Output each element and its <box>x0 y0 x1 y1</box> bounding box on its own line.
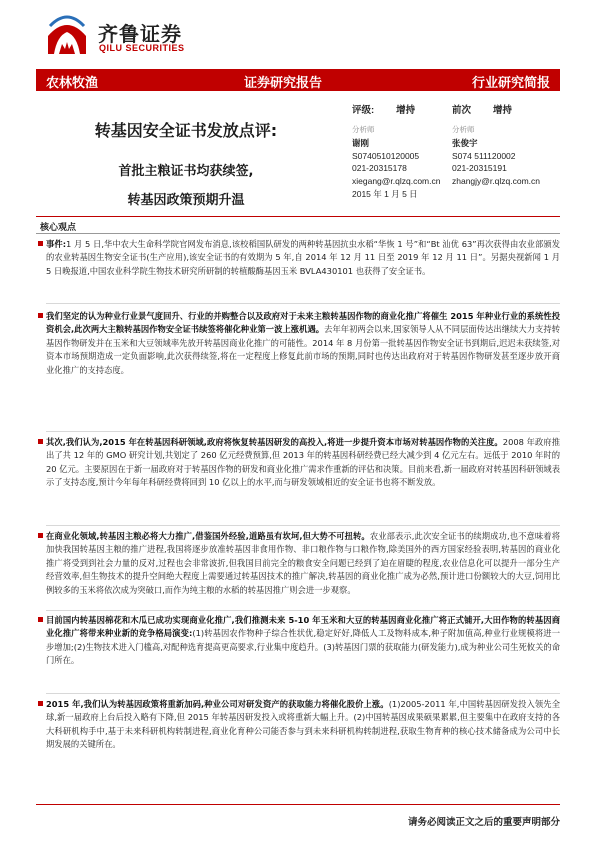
analyst-block-1 <box>352 104 467 201</box>
paragraph-view-3 <box>46 530 560 597</box>
company-logo <box>44 14 244 62</box>
section-divider <box>36 233 560 234</box>
report-date: 2015 年 1 月 5 日 <box>352 188 418 199</box>
footer-divider <box>36 804 560 805</box>
analyst-email[interactable]: zhangjy@r.qlzq.com.cn <box>452 176 541 187</box>
report-title: 转基因安全证书发放点评: <box>94 121 278 140</box>
report-category-label: 行业研究简报 <box>471 76 550 91</box>
paragraph-lead: 目前国内转基因棉花和木瓜已成功实现商业化推广,我们推测未来 5-10 年玉米和大豆的转基因商业化推广将正式铺开,大田作物的转基因商业化推广将带来种业新的竞争格局演变: <box>46 615 560 639</box>
analyst-name: 张俊宇 <box>452 137 478 148</box>
bullet-icon <box>38 439 43 444</box>
paragraph-text: 去年年初两会以来,国家领导人从不同层面传达出继续大力支持转基因作物研发并在玉米和大豆领域率先放开转基因商业化推广的可能性。2014 年 8 月份第一批转基因作物安全证书到期后,迟迟未获续签,对资本市场预期造成一定负面影响,此次获得续签,将在一定程度上修复此前市场的预期,同时也传达出政府对于转基因作物研发甚至逐步放开商业化推广的支持态度。 <box>46 324 561 375</box>
analyst-cert: S074 511120002 <box>452 150 516 161</box>
bullet-icon <box>38 617 43 622</box>
paragraph-lead: 2015 年,我们认为转基因政策将重新加码,种业公司对研发资产的获取能力将催化股价上涨。 <box>46 699 389 709</box>
paragraph-text: (1)转基因农作物种子综合性状优,稳定好好,降低人工及物料成本,种子附加值高,种业行业规模将进一步增加;(2)生物技术进入门槛高,对配种选育提高更高要求,行业集中度趋升。(3)转基因门票的获取能力(研发能力),成为种业公司生死攸关的命门所在。 <box>46 628 560 666</box>
logo-chinese-name: 齐鲁证券 <box>98 22 182 46</box>
report-subtitle-1: 首批主粮证书均获续签, <box>118 164 254 179</box>
paragraph-view-4 <box>46 614 560 668</box>
analyst-role: 分析师 <box>352 125 375 134</box>
rating-row <box>352 104 467 124</box>
paragraph-lead: 我们坚定的认为种业行业景气度回升、行业的并购整合以及政府对于未来主粮转基因作物的商业化推广将催生 2015 年种业行业的系统性投资机会,此次两大主粮转基因作物安全证书续签将催化种业第一波上涨机遇。 <box>46 311 560 335</box>
analyst-name: 谢刚 <box>352 137 370 148</box>
paragraph-separator <box>46 610 560 611</box>
footer-disclaimer: 请务必阅读正文之后的重要声明部分 <box>407 817 560 828</box>
paragraph-view-1 <box>46 310 560 377</box>
analyst-block-2 <box>452 104 567 188</box>
rating-value: 增持 <box>396 105 416 116</box>
paragraph-view-5 <box>46 698 560 752</box>
paragraph-separator <box>46 525 560 526</box>
analyst-cert: S0740510120005 <box>352 150 420 161</box>
report-type-label: 证券研究报告 <box>244 76 323 91</box>
analyst-role: 分析师 <box>452 125 475 134</box>
bullet-icon <box>38 241 43 246</box>
analyst-email[interactable]: xiegang@r.qlzq.com.cn <box>352 176 441 187</box>
paragraph-text: (1)2005-2011 年,中国转基因研发投入领先全球,新一届政府上台后投入略有下降,但 2015 年转基因研发投入或将重新大幅上升。(2)中国转基因成果硕果累累,但主要集中在政府支持的各大科研机构手中,基于未来科研机构转制进程,商业化育种公司能否参与到未来科研机构转制进程,获取生物育种的核心技术储备成为公司中长期发展的关键所在。 <box>46 699 560 750</box>
previous-rating-label: 前次 <box>452 105 472 116</box>
bullet-icon <box>38 701 43 706</box>
section-label: 核心观点 <box>40 223 77 233</box>
previous-rating-value: 增持 <box>493 105 513 116</box>
qilu-logo-icon <box>44 14 90 56</box>
rating-label: 评级: <box>352 105 375 116</box>
header-banner <box>36 69 560 91</box>
paragraph-lead: 在商业化领域,转基因主粮必将大力推广,借鉴国外经验,道路虽有坎坷,但大势不可扭转。 <box>46 531 370 541</box>
report-subtitle-2: 转基因政策预期升温 <box>127 193 245 208</box>
paragraph-lead: 事件: <box>46 239 67 249</box>
bullet-icon <box>38 533 43 538</box>
paragraph-lead: 其次,我们认为,2015 年在转基因科研领域,政府将恢复转基因研发的高投入,将进一步提升资本市场对转基因作物的关注度。 <box>46 437 503 447</box>
paragraph-text: 1 月 5 日,华中农大生命科学院官网发布消息,该校稻国队研发的两种转基因抗虫水稻“华恢 1 号”和“Bt 汕优 63”再次获得由农业部颁发的农业转基因生物安全证书(生产应用),该安全证书的有效期为 5 年,自 2014 年 12 月 11 日至 2019 年 12 月 11 日”。另据央视新闻 1 月 5 日晚报道,中国农业科学院生物技术研究所研制的转植酸酶基因玉米 BVLA430101 也获得了安全证书。 <box>46 239 560 276</box>
analyst-phone: 021-20315191 <box>452 163 507 174</box>
paragraph-view-2 <box>46 436 560 490</box>
paragraph-separator <box>46 431 560 432</box>
section-divider <box>36 216 560 217</box>
industry-label: 农林牧渔 <box>46 76 99 91</box>
previous-rating-row <box>452 104 567 124</box>
logo-english-name: QILU SECURITIES <box>99 43 185 53</box>
paragraph-text: 2008 年政府推出了共 12 年的 GMO 研究计划,共划定了 260 亿元经费预算,但 2013 年的转基因科研经费已经大减少到 4 亿元左右。远低于 2010 年时的 20 亿元。主要原因在于新一届政府对于转基因作物的研发和商业化推广需求作重新的评估和决策。目前来看,新一届政府对转基因科研领域表示了支持态度,预计今年每年科研经费将回到 10 亿以上的水平,而与研发领域相近的安全证书也将不断发放。 <box>46 437 560 488</box>
analyst-phone: 021-20315178 <box>352 163 407 174</box>
paragraph-text: 农业部表示,此次安全证书的续期成功,也不意味着将加快我国转基因主粮的推广进程,我国将逐步放准转基因非食用作物、非口粮作物与口粮作物,除美国外的西方国家经验表明,转基因的商业化推广将受到到社会力量的反对,过程也会非常波折,但我国目前完全的粮食安全问题已经到了迫在眉睫的程度,农业信息化可以提升一部分生产经营效率,但生物技术的提升空间绝大程度上需要通过转基因技术的推广解决,转基因的商业化推广成为必然,预计进口份额较大的大豆,饲用比例较多的玉米将依次成为突破口,而作为纯主粮的水稻的转基因推广则会进一步观察。 <box>46 531 560 595</box>
bullet-icon <box>38 313 43 318</box>
paragraph-event <box>46 238 560 278</box>
paragraph-separator <box>46 303 560 304</box>
paragraph-separator <box>46 693 560 694</box>
